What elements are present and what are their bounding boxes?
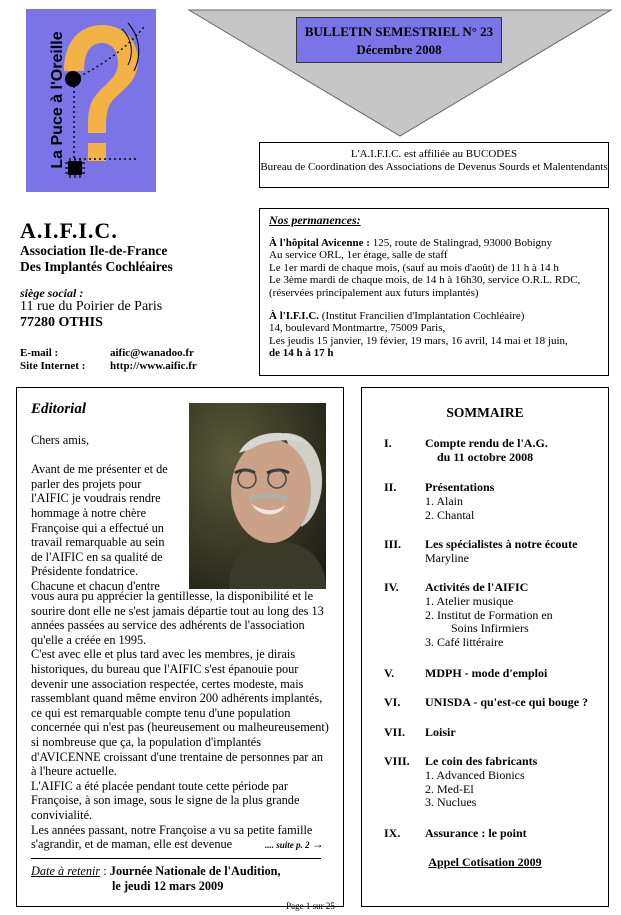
ific-address: 14, boulevard Montmartre, 75009 Paris, <box>269 322 446 335</box>
bucodes-affiliation: L'A.I.F.I.C. est affiliée au BUCODES <box>350 148 518 160</box>
sommaire-item-number: VII. <box>384 725 406 739</box>
bulletin-title-box <box>296 17 502 63</box>
date-to-remember-label: Date à retenir <box>31 864 101 878</box>
ific-hours: de 14 h à 17 h <box>269 347 334 360</box>
bulletin-date: Décembre 2008 <box>356 42 442 57</box>
date-to-remember <box>31 864 281 893</box>
appel-cotisation-link[interactable]: Appel Cotisation 2009 <box>428 855 542 869</box>
date-to-remember-sep: : <box>100 864 110 878</box>
sommaire-item-title: Loisir <box>425 725 456 739</box>
sommaire-item-number: IV. <box>384 580 399 594</box>
sommaire-subitem: Maryline <box>425 550 469 565</box>
permanences-title: Nos permanences: <box>269 213 361 227</box>
permanences-box <box>259 208 609 376</box>
ific-dates: Les jeudis 15 janvier, 19 févier, 19 mars, 16 avril, 14 mai et 18 juin, <box>269 334 568 347</box>
editorial-body <box>31 589 331 852</box>
editorial-intro-para: Avant de me présenter et de parler des projets pour l'AIFIC je voudrais rendre hommage à notre chère Françoise qui a effectué un travail remarquable au sein de l'AIFIC en sa qualité de Présidente fondatrice. <box>31 462 168 579</box>
avicenne-schedule-1: Le 1er mardi de chaque mois, (sauf au mois d'août) de 11 h à 14 h <box>269 261 559 274</box>
editorial-title: Editorial <box>31 401 87 417</box>
contact-block <box>20 347 197 373</box>
sommaire-item-number: VI. <box>384 695 401 709</box>
ific-fullname: (Institut Francilien d'Implantation Cochléaire) <box>319 309 525 322</box>
chip-question-mark-icon <box>26 9 156 192</box>
continued-link[interactable] <box>265 837 324 852</box>
sommaire-subitem: 1. Alain <box>425 493 463 508</box>
editorial-para-4: Les années passant, notre Françoise a vu sa petite famille s'agrandir, et de maman, elle est devenue <box>31 822 313 852</box>
email-link[interactable]: aific@wanadoo.fr <box>110 347 194 359</box>
editorial-greeting: Chers amis, <box>31 433 90 447</box>
editorial-blank <box>31 448 173 463</box>
association-acronym: A.I.F.I.C. <box>20 218 118 243</box>
page-number: Page 1 sur 25 <box>286 901 335 911</box>
sommaire-item-title: Assurance : le point <box>425 826 527 840</box>
sommaire-item-number: VIII. <box>384 754 410 768</box>
date-to-remember-event: Journée Nationale de l'Audition, <box>109 864 281 878</box>
sommaire-item-number: IX. <box>384 826 401 840</box>
date-to-remember-date: le jeudi 12 mars 2009 <box>112 878 224 893</box>
avicenne-schedule-3: Le 3ème mardi de chaque mois, de 14 h à 16h30, service O.R.L. RDC, <box>269 274 581 287</box>
editorial-intro <box>31 433 173 594</box>
editorial-intro-end: Chacune et chacun d'entre <box>31 578 160 593</box>
site-label: Site Internet : <box>20 360 86 372</box>
sommaire-subitem: 1. Advanced Bionics <box>425 767 525 782</box>
siege-street: 11 rue du Poirier de Paris <box>20 299 163 314</box>
editorial-para-1: vous aura pu apprécier la gentillesse, la disponibilité et le sourire dont elle ne s'est jamais départie tout au long des 13 années passées au service des adhérents de l'association qu'elle a créée en 1995. <box>31 589 324 647</box>
sommaire-subitem: 3. Nuclues <box>425 795 477 810</box>
site-link[interactable]: http://www.aific.fr <box>110 360 197 372</box>
sommaire-item-number: V. <box>384 666 395 680</box>
sommaire-item-title: Les spécialistes à notre écoute <box>425 537 578 551</box>
continued-text: .... suite p. 2 <box>265 840 310 850</box>
bulletin-number: BULLETIN SEMESTRIEL N° 23 <box>304 24 494 39</box>
editorial-divider <box>31 858 321 859</box>
bucodes-box <box>259 142 609 188</box>
siege-label: siège social : <box>20 286 84 300</box>
editorial-para-2: C'est avec elle et plus tard avec les membres, je dirais historiques, du bureau que l'AIFIC s'est épanouie pour devenir une association respectée, certes modeste, mais rassemblant quand même environ 200 adhérents implantés, ce qui est remarquable compte tenu d'une population concernée qui n'est pas (heureusement ou malheureusement) si nombreuse que ça, la population d'implantés d'AVICENNE croissant d'une trentaine de personnes par an à l'heure actuelle. <box>31 647 329 779</box>
sommaire-item-title: Compte rendu de l'A.G. <box>425 436 548 450</box>
avicenne-service: Au service ORL, 1er étage, salle de staff <box>269 249 448 262</box>
sommaire-subitem: 2. Med-El <box>425 781 474 796</box>
sommaire-subitem: Soins Infirmiers <box>451 621 529 636</box>
sommaire-item-number: III. <box>384 537 402 551</box>
sommaire-subitem: 2. Chantal <box>425 507 475 522</box>
sommaire-item-title: UNISDA - qu'est-ce qui bouge ? <box>425 695 589 709</box>
association-full-name <box>20 243 173 275</box>
editorial-para-3: L'AIFIC a été placée pendant toute cette période par Françoise, à son image, sous le signe de la plus grande convivialité. <box>31 778 300 822</box>
logo-text: La Puce à l'Oreille <box>49 31 66 169</box>
ific-heading: À l'I.F.I.C. <box>269 309 320 322</box>
sommaire-item-number: I. <box>384 436 392 450</box>
bucodes-description: Bureau de Coordination des Associations de Devenus Sourds et Malentendants <box>260 161 608 173</box>
siege-address <box>20 299 162 331</box>
avicenne-heading: À l'hôpital Avicenne : <box>269 236 370 249</box>
author-photo <box>189 403 326 589</box>
association-name-line1: Association Ile-de-France <box>20 243 168 258</box>
association-name-line2: Des Implantés Cochléaires <box>20 259 173 274</box>
avicenne-note: (réservées principalement aux futurs implantés) <box>269 286 479 299</box>
sommaire-subitem: 2. Institut de Formation en <box>425 607 553 622</box>
sommaire-item-title: Activités de l'AIFIC <box>425 580 529 594</box>
sommaire-item-title-2: du 11 octobre 2008 <box>437 449 534 464</box>
siege-city: 77280 OTHIS <box>20 315 103 330</box>
sommaire-item-title: MDPH - mode d'emploi <box>425 666 548 680</box>
sommaire-item-number: II. <box>384 480 397 494</box>
sommaire-subitem: 1. Atelier musique <box>425 593 514 608</box>
logo <box>26 9 156 192</box>
avicenne-address: 125, route de Stalingrad, 93000 Bobigny <box>369 236 553 249</box>
portrait-image <box>189 403 326 589</box>
sommaire-title: SOMMAIRE <box>446 405 524 420</box>
sommaire-item-title: Le coin des fabricants <box>425 754 538 768</box>
sommaire-item-title: Présentations <box>425 480 495 494</box>
arrow-right-icon: → <box>311 837 324 851</box>
sommaire-subitem: 3. Café littéraire <box>425 635 504 650</box>
email-label: E-mail : <box>20 347 59 359</box>
